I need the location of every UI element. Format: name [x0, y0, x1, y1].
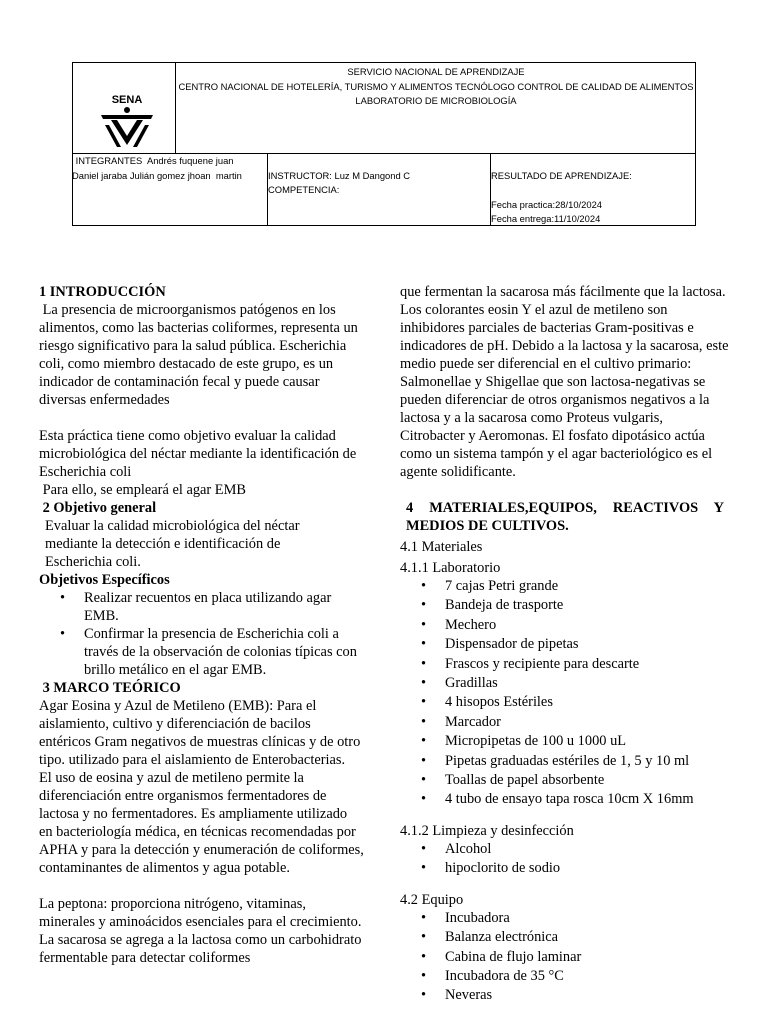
fecha-practica: Fecha practica:28/10/2024 — [491, 198, 603, 210]
fecha-entrega: Fecha entrega:11/10/2024 — [491, 213, 601, 224]
header-title-block — [177, 65, 695, 109]
sena-logo-icon — [97, 93, 157, 151]
objective-general-text: Evaluar la calidad microbiológica del néctar mediante la detección e identificación de Escherichia coli. — [45, 518, 300, 570]
materials-heading: 4 MATERIALES,EQUIPOS, REACTIVOS Y MEDIOS DE CULTIVOS. — [406, 500, 724, 534]
list-item: • Mechero — [445, 616, 730, 635]
list-item: • Frascos y recipiente para descarte — [445, 655, 730, 674]
list-item: • Gradillas — [445, 674, 730, 693]
list-item: • 4 hisopos Estériles — [445, 693, 730, 712]
left-column — [39, 283, 364, 967]
integrantes-cell — [73, 154, 268, 225]
list-item: • Realizar recuentos en placa utilizando agar EMB. — [84, 589, 364, 625]
objectives-specific-list — [84, 589, 364, 679]
logo-cell — [73, 63, 176, 153]
list-item: • 4 tubo de ensayo tapa rosca 10cm X 16mm — [445, 790, 730, 809]
competencia-text: COMPETENCIA: — [268, 184, 340, 195]
integrantes-line-2: Daniel jaraba Julián gomez jhoan martin — [72, 169, 242, 181]
instructor-cell — [268, 154, 491, 225]
list-item: • Marcador — [445, 713, 730, 732]
intro-paragraph-2: Esta práctica tiene como objetivo evaluar la calidad microbiológica del néctar mediante la identificación de Escherichia coli — [39, 428, 357, 480]
list-item: • 7 cajas Petri grande — [445, 577, 730, 596]
intro-paragraph-1: La presencia de microorganismos patógenos en los alimentos, como las bacterias coliformes, representa un riesgo significativo para la salud pública. Escherichia coli, como miembro destacado de este grupo, es un indicador de contaminación fecal y puede causar diversas enfermedades — [39, 302, 362, 408]
list-item: • Incubadora de 35 °C — [445, 967, 730, 986]
list-item: • Pipetas graduadas estériles de 1, 5 y 10 ml — [445, 752, 730, 771]
list-item: • Cabina de flujo laminar — [445, 948, 730, 967]
marco-paragraph-1: Agar Eosina y Azul de Metileno (EMB): Para el aislamiento, cultivo y diferenciación de bacilos entéricos Gram negativos de muestras clínicas y de otro tipo. utilizado para el aislamiento de Enterobacterias. — [39, 698, 361, 768]
equipment-subheading: 4.2 Equipo — [400, 891, 464, 908]
marco-paragraph-2: El uso de eosina y azul de metileno permite la diferenciación entre organismos fermentadores de lactosa y no fermentadores. Es ampliamente utilizado en bacteriología médica, en técnicas recomendadas por APHA y para la detección y enumeración de coliformes, contaminantes de alimentos y agua potable. — [39, 770, 364, 876]
list-item: • hipoclorito de sodio — [445, 859, 730, 878]
header-table — [72, 62, 696, 154]
materials-subheading: 4.1 Materiales — [400, 539, 483, 555]
list-item: • Alcohol — [445, 840, 730, 859]
objective-general-heading: 2 Objetivo general — [39, 500, 157, 516]
intro-paragraph-3: Para ello, se empleará el agar EMB — [39, 482, 246, 498]
integrantes-line-1: INTEGRANTES Andrés fuquene juan — [73, 155, 234, 166]
list-item: • Toallas de papel absorbente — [445, 771, 730, 790]
institution-name: SERVICIO NACIONAL DE APRENDIZAJE — [347, 66, 525, 77]
list-item: • Bandeja de trasporte — [445, 596, 730, 615]
lab-name: LABORATORIO DE MICROBIOLOGÍA — [355, 95, 517, 106]
list-item: • Incubadora — [445, 909, 730, 928]
header-info-row — [72, 153, 696, 226]
instructor-text: INSTRUCTOR: Luz M Dangond C — [268, 169, 411, 181]
resultado-cell — [491, 154, 695, 225]
laboratory-subheading: 4.1.1 Laboratorio — [400, 560, 501, 576]
laboratory-list — [445, 577, 730, 810]
marco-paragraph-3: La peptona: proporciona nitrógeno, vitaminas, minerales y aminoácidos esenciales para el crecimiento. La sacarosa se agrega a la lactosa como un carbohidrato fermentable para detectar coliformes — [39, 896, 362, 966]
list-item: • Micropipetas de 100 u 1000 uL — [445, 732, 730, 751]
marco-continuation: que fermentan la sacarosa más fácilmente que la lactosa. Los colorantes eosin Y el azul de metileno son inhibidores parciales de bacterias Gram-positivas e indicadores de pH. Debido a la lactosa y la sacarosa, este medio puede ser diferencial en el cultivo primario: Salmonellae y Shigellae que son lactosa-negativas se pueden diferenciar de otros organismos negativos a la lactosa y a la sacarosa como Proteus vulgaris, Citrobacter y Aeromonas. El fosfato dipotásico actúa como un sistema tampón y el agar bacteriológico es el agente solidificante. — [400, 284, 729, 480]
center-name: CENTRO NACIONAL DE HOTELERÍA, TURISMO Y ALIMENTOS TECNÓLOGO CONTROL DE CALIDAD DE ALIMENTOS — [178, 80, 694, 92]
cleaning-list — [445, 840, 730, 879]
equipment-list — [445, 909, 730, 1006]
right-column — [400, 283, 730, 1006]
list-item: • Neveras — [445, 986, 730, 1005]
list-item: • Confirmar la presencia de Escherichia coli a través de la observación de colonias típicas con brillo metálico en el agar EMB. — [84, 625, 364, 679]
intro-heading: 1 INTRODUCCIÓN — [39, 284, 166, 300]
objectives-specific-heading: Objetivos Específicos — [39, 572, 170, 588]
resultado-text: RESULTADO DE APRENDIZAJE: — [491, 169, 632, 181]
list-item: • Balanza electrónica — [445, 928, 730, 947]
logo-text: SENA — [111, 94, 143, 106]
marco-heading: 3 MARCO TEÓRICO — [39, 680, 181, 696]
cleaning-subheading: 4.1.2 Limpieza y desinfección — [400, 822, 574, 839]
list-item: • Dispensador de pipetas — [445, 635, 730, 654]
